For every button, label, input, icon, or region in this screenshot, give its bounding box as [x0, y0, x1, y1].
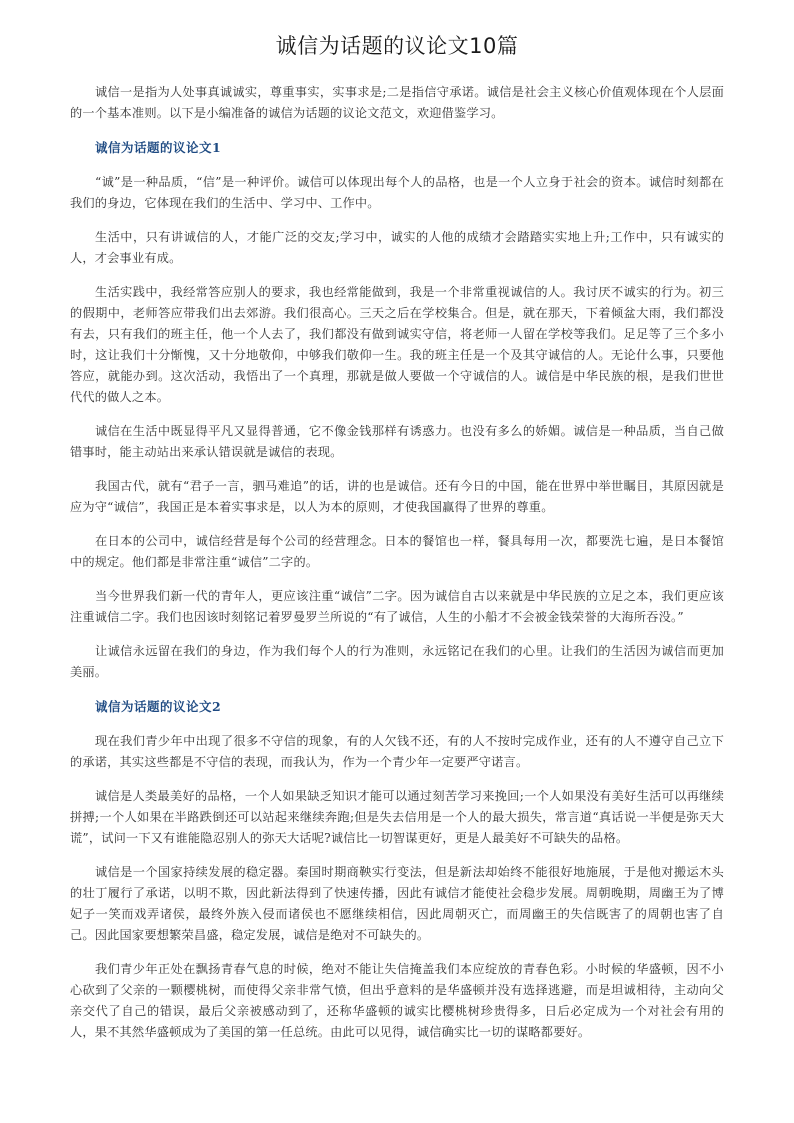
paragraph: 现在我们青少年中出现了很多不守信的现象，有的人欠钱不还，有的人不按时完成作业，还有的人不遵守自己立下的承诺，其实这些都是不守信的表现，而我认为，作为一个青少年一定要严守诺言。: [70, 734, 724, 769]
section-heading: 诚信为话题的议论文2: [95, 699, 222, 714]
paragraph: 生活中，只有讲诚信的人，才能广泛的交友;学习中，诚实的人他的成绩才会踏踏实实地上升;工作中，只有诚实的人，才会事业有成。: [70, 230, 724, 265]
paragraph: 生活实践中，我经常答应别人的要求，我也经常能做到，我是一个非常重视诚信的人。我讨厌不诚实的行为。初三的假期中，老师答应带我们出去郊游。我们很高心。三天之后在学校集合。但是，就在那天，下着倾盆大雨，我们都没有去，只有我们的班主任，他一个人去了，我们都没有做到诚实守信，将老师一人留在学校等我们。足足等了三个多小时，这让我们十分惭愧，又十分地敬仰，中够我们敬仰一生。我的班主任是一个及其守诚信的人。无论什么事，只要他答应，就能办到。这次活动，我悟出了一个真理，那就是做人要做一个守诚信的人。诚信是中华民族的根，是我们世世代代的做人之本。: [70, 285, 724, 404]
paragraph: 诚信是人类最美好的品格，一个人如果缺乏知识才能可以通过刻苦学习来挽回;一个人如果没有美好生活可以再继续拼搏;一个人如果在半路跌倒还可以站起来继续奔跑;但是失去信用是一个人的最大损失，常言道“真话说一半便是弥天大谎”，试问一下又有谁能隐忍别人的弥天大话呢?诚信比一切智谋更好，更是人最美好不可缺失的品格。: [70, 789, 724, 845]
document-title: 诚信为话题的议论文10篇: [275, 34, 519, 58]
intro-paragraph: 诚信一是指为人处事真诚诚实，尊重事实，实事求是;二是指信守承诺。诚信是社会主义核心价值观体现在个人层面的一个基本准则。以下是小编准备的诚信为话题的议论文范文，欢迎借鉴学习。: [70, 85, 724, 120]
paragraph: 我们青少年正处在飘扬青春气息的时候，绝对不能让失信掩盖我们本应绽放的青春色彩。小时候的华盛顿，因不小心砍到了父亲的一颗樱桃树，而使得父亲非常气愤，但出乎意料的是华盛顿并没有选择逃避，而是坦诚相待，主动向父亲交代了自己的错误，最后父亲被感动到了，还称华盛顿的诚实比樱桃树珍贵得多，日后必定成为一个对社会有用的人，果不其然华盛顿成为了美国的第一任总统。由此可以见得，诚信确实比一切的谋略都要好。: [70, 962, 724, 1039]
paragraph: 诚信是一个国家持续发展的稳定器。秦国时期商鞅实行变法，但是新法却始终不能很好地施展，于是他对搬运木头的壮丁履行了承诺，以明不欺，因此新法得到了快速传播，因此有诚信才能使社会稳步发展。周朝晚期，周幽王为了博妃子一笑而戏弄诸侯，最终外族入侵而诸侯也不愿继续相信，因此周朝灭亡，而周幽王的失信既害了的周朝也害了自己。因此国家要想繁荣昌盛，稳定发展，诚信是绝对不可缺失的。: [70, 865, 724, 942]
paragraph: 诚信在生活中既显得平凡又显得普通，它不像金钱那样有诱惑力。也没有多么的娇媚。诚信是一种品质，当自己做错事时，能主动站出来承认错误就是诚信的表现。: [70, 424, 724, 459]
paragraph: “诚”是一种品质，“信”是一种评价。诚信可以体现出每个人的品格，也是一个人立身于社会的资本。诚信时刻都在我们的身边，它体现在我们的生活中、学习中、工作中。: [70, 175, 724, 210]
paragraph: 我国古代，就有“君子一言，驷马难追”的话，讲的也是诚信。还有今日的中国，能在世界中举世瞩目，其原因就是应为守“诚信”，我国正是本着实事求是，以人为本的原则，才使我国赢得了世界的尊重。: [70, 479, 724, 514]
section-heading: 诚信为话题的议论文1: [95, 140, 222, 155]
essay-section-2: [70, 696, 724, 1043]
paragraph: 让诚信永远留在我们的身边，作为我们每个人的行为准则，永远铭记在我们的心里。让我们的生活因为诚信而更加美丽。: [70, 644, 724, 679]
essay-section-1: [70, 137, 724, 683]
paragraph: 在日本的公司中，诚信经营是每个公司的经营理念。日本的餐馆也一样，餐具每用一次，都要洗七遍，是日本餐馆中的规定。他们都是非常注重“诚信”二字的。: [70, 534, 724, 569]
paragraph: 当今世界我们新一代的青年人，更应该注重“诚信”二字。因为诚信自古以来就是中华民族的立足之本，我们更应该注重诚信二字。我们也因该时刻铭记着罗曼罗兰所说的“有了诚信，人生的小船才不会被金钱荣誉的大海所吞没。”: [70, 589, 724, 624]
